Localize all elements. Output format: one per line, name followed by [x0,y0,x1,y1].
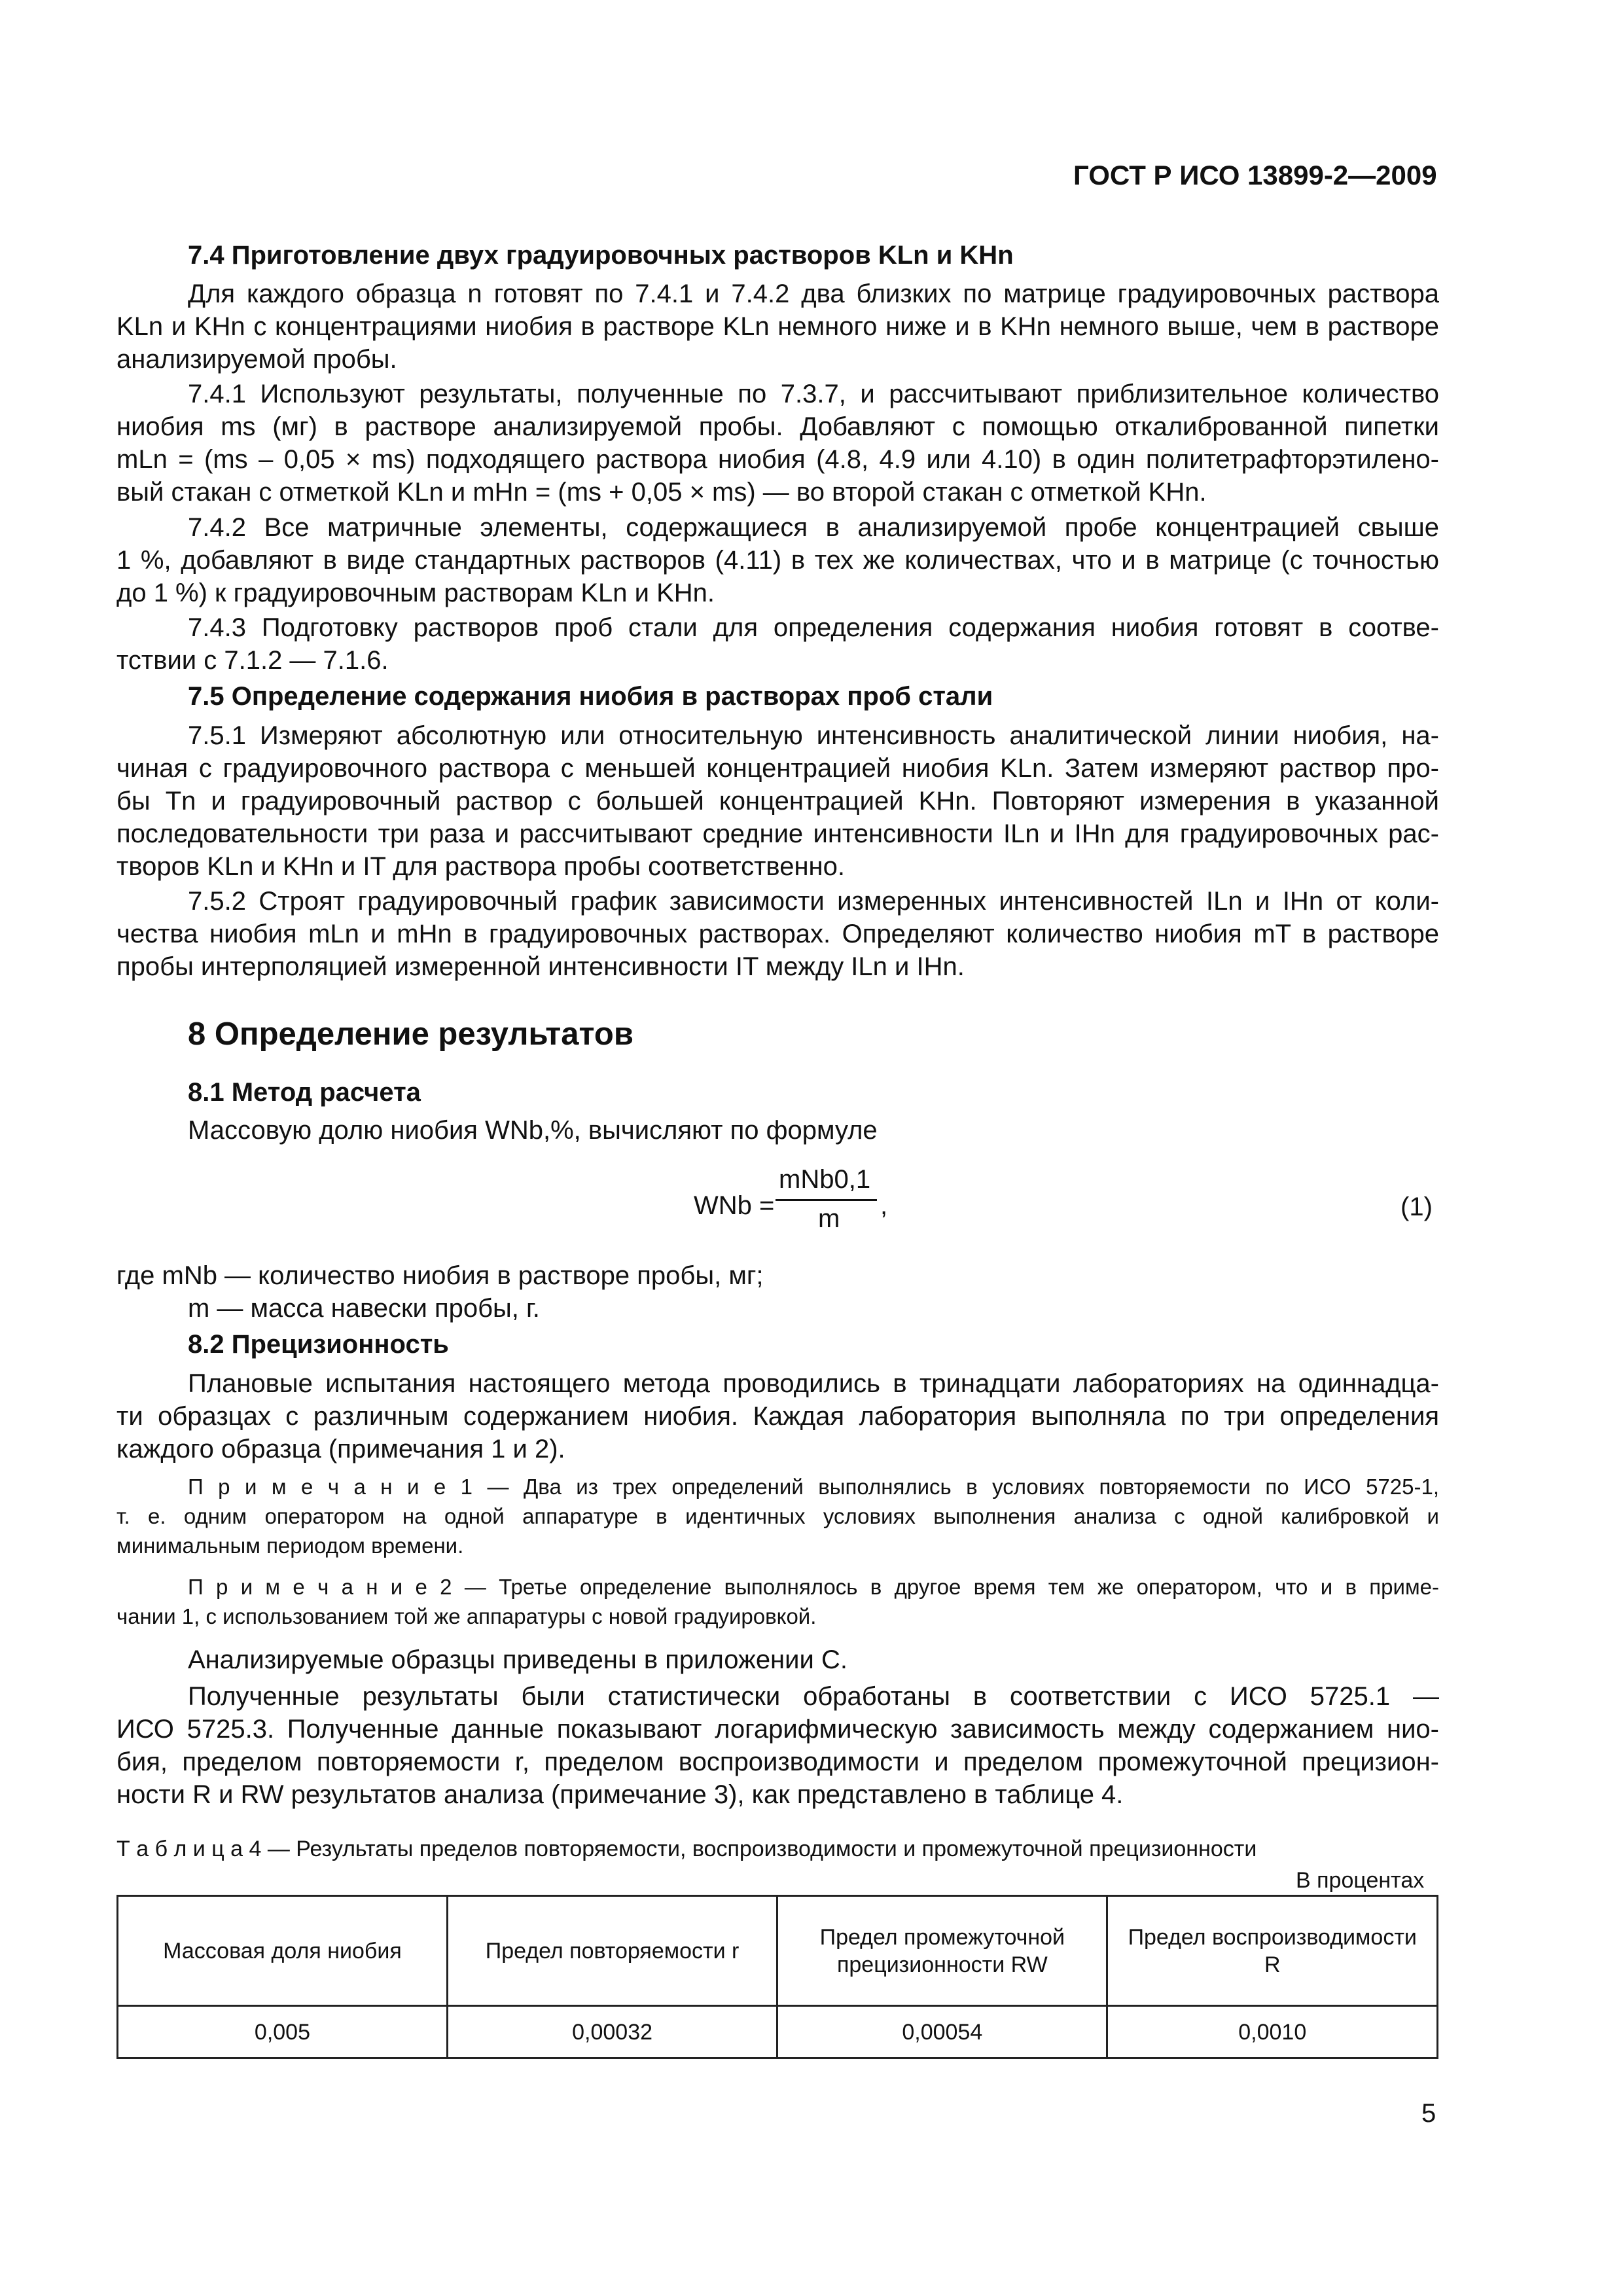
table-cell: 0,00054 [777,2006,1107,2058]
paragraph-7-4-line: KLn и KHn с концентрациями ниобия в растворе KLn немного ниже и в KHn немного выше, чем в растворе [116,312,1439,341]
paragraph-7-4-line: Для каждого образца n готовят по 7.4.1 и 7.4.2 два близких по матрице градуировочных раствора [188,279,1439,308]
paragraph-7-5-1-line: бы Tn и градуировочный раствор с большей концентрацией KHn. Повторяют измерения в указанной [116,787,1439,816]
paragraph-7-5-1-line: чиная с градуировочного раствора с меньшей концентрацией ниобия KLn. Затем измеряют раствор про- [116,754,1439,783]
formula-intro: Массовую долю ниобия WNb,%, вычисляют по формуле [188,1116,878,1145]
table-header-cell: Предел повторяемости r [447,1896,777,2006]
paragraph-7-4-3-line: 7.4.3 Подготовку растворов проб стали для определения содержания ниобия готовят в соотве- [188,613,1439,642]
paragraph-7-5-1-line: творов KLn и KHn и IT для раствора пробы соответственно. [116,852,846,881]
table-cell: 0,00032 [447,2006,777,2058]
formula-denominator: m [818,1204,840,1233]
note-2-line: чании 1, с использованием той же аппаратуры с новой градуировкой. [116,1604,817,1628]
formula-number: (1) [1400,1193,1433,1221]
paragraph-results-line: Полученные результаты были статистически обработаны в соответствии с ИСО 5725.1 — [188,1682,1439,1711]
paragraph-7-5-2-line: пробы интерполяцией измеренной интенсивности IT между ILn и IHn. [116,952,965,981]
formula [694,1165,890,1244]
paragraph-8-2-line: каждого образца (примечания 1 и 2). [116,1435,565,1463]
paragraph-samples: Анализируемые образцы приведены в приложении С. [188,1645,847,1674]
table-cell: 0,0010 [1107,2006,1438,2058]
section-7-4-title: 7.4 Приготовление двух градуировочных растворов KLn и KHn [188,241,1014,270]
formula-numerator: mNb0,1 [779,1165,871,1194]
table-row [118,2006,1438,2058]
paragraph-7-4-line: анализируемой пробы. [116,345,397,374]
note-1-line: минимальным периодом времени. [116,1534,464,1558]
table-header-cell: Предел промежуточной прецизионности RW [777,1896,1107,2006]
paragraph-7-4-1-line: 7.4.1 Используют результаты, полученные по 7.3.7, и рассчитывают приблизительное количество [188,380,1439,408]
section-7-5-title: 7.5 Определение содержания ниобия в растворах проб стали [188,682,993,711]
paragraph-results-line: бия, пределом повторяемости r, пределом воспроизводимости и пределом промежуточной прецизион- [116,1748,1439,1776]
fraction-bar [776,1199,877,1201]
note-1-line: П р и м е ч а н и е 1 — Два из трех определений выполнялись в условиях повторяемости по ИСО 5725-1, [188,1475,1439,1499]
paragraph-7-4-3-line: тствии с 7.1.2 — 7.1.6. [116,646,389,675]
paragraph-7-5-2-line: чества ниобия mLn и mHn в градуировочных растворах. Определяют количество ниобия mT в растворе [116,920,1439,948]
paragraph-results-line: ности R и RW результатов анализа (примечание 3), как представлено в таблице 4. [116,1780,1124,1809]
paragraph-8-2-line: ти образцах с различным содержанием ниобия. Каждая лаборатория выполняла по три определения [116,1402,1439,1431]
paragraph-7-4-2-line: до 1 %) к градуировочным растворам KLn и KHn. [116,579,715,607]
table-header-cell: Предел воспроизводимости R [1107,1896,1438,2006]
paragraph-7-5-1-line: последовательности три раза и рассчитывают средние интенсивности ILn и IHn для градуировочных рас- [116,819,1439,848]
formula-where-line: m — масса навески пробы, г. [188,1294,540,1323]
paragraph-7-4-1-line: ниобия ms (мг) в растворе анализируемой пробы. Добавляют с помощью откалиброванной пипетки [116,412,1439,441]
paragraph-7-4-2-line: 7.4.2 Все матричные элементы, содержащиеся в анализируемой пробе концентрацией свыше [188,513,1439,542]
formula-comma: , [880,1191,888,1220]
paragraph-7-4-1-line: mLn = (ms – 0,05 × ms) подходящего раствора ниобия (4.8, 4.9 или 4.10) в один политетрафторэтилено- [116,445,1439,474]
table-units: В процентах [1296,1868,1425,1893]
paragraph-results-line: ИСО 5725.3. Полученные данные показывают логарифмическую зависимость между содержанием нио- [116,1715,1439,1744]
table-header-cell: Массовая доля ниобия [118,1896,448,2006]
formula-lhs: WNb = [694,1191,775,1220]
paragraph-7-5-1-line: 7.5.1 Измеряют абсолютную или относительную интенсивность аналитической линии ниобия, на- [188,721,1439,750]
table-header-row [118,1896,1438,2006]
page-number: 5 [1421,2099,1436,2128]
note-2-line: П р и м е ч а н и е 2 — Третье определение выполнялось в другое время тем же оператором, что и в приме- [188,1575,1439,1599]
document-header: ГОСТ Р ИСО 13899-2—2009 [1073,160,1437,190]
section-8-1-title: 8.1 Метод расчета [188,1078,421,1107]
paragraph-7-4-1-line: вый стакан с отметкой KLn и mHn = (ms + 0,05 × ms) — во второй стакан с отметкой KHn. [116,478,1207,507]
section-8-title: 8 Определение результатов [188,1016,633,1052]
paragraph-7-5-2-line: 7.5.2 Строят градуировочный график зависимости измеренных интенсивностей ILn и IHn от коли- [188,887,1439,916]
table-cell: 0,005 [118,2006,448,2058]
results-table [116,1895,1438,2059]
paragraph-8-2-line: Плановые испытания настоящего метода проводились в тринадцати лабораториях на одиннадца- [188,1369,1439,1398]
formula-where-line: где mNb — количество ниобия в растворе пробы, мг; [116,1261,764,1290]
section-8-2-title: 8.2 Прецизионность [188,1330,449,1359]
table-caption: Т а б л и ц а 4 — Результаты пределов повторяемости, воспроизводимости и промежуточной прецизионности [116,1837,1257,1861]
note-1-line: т. е. одним оператором на одной аппаратуре в идентичных условиях выполнения анализа с одной калибровкой и [116,1504,1439,1528]
paragraph-7-4-2-line: 1 %, добавляют в виде стандартных растворов (4.11) в тех же количествах, что и в матрице (с точностью [116,546,1439,575]
